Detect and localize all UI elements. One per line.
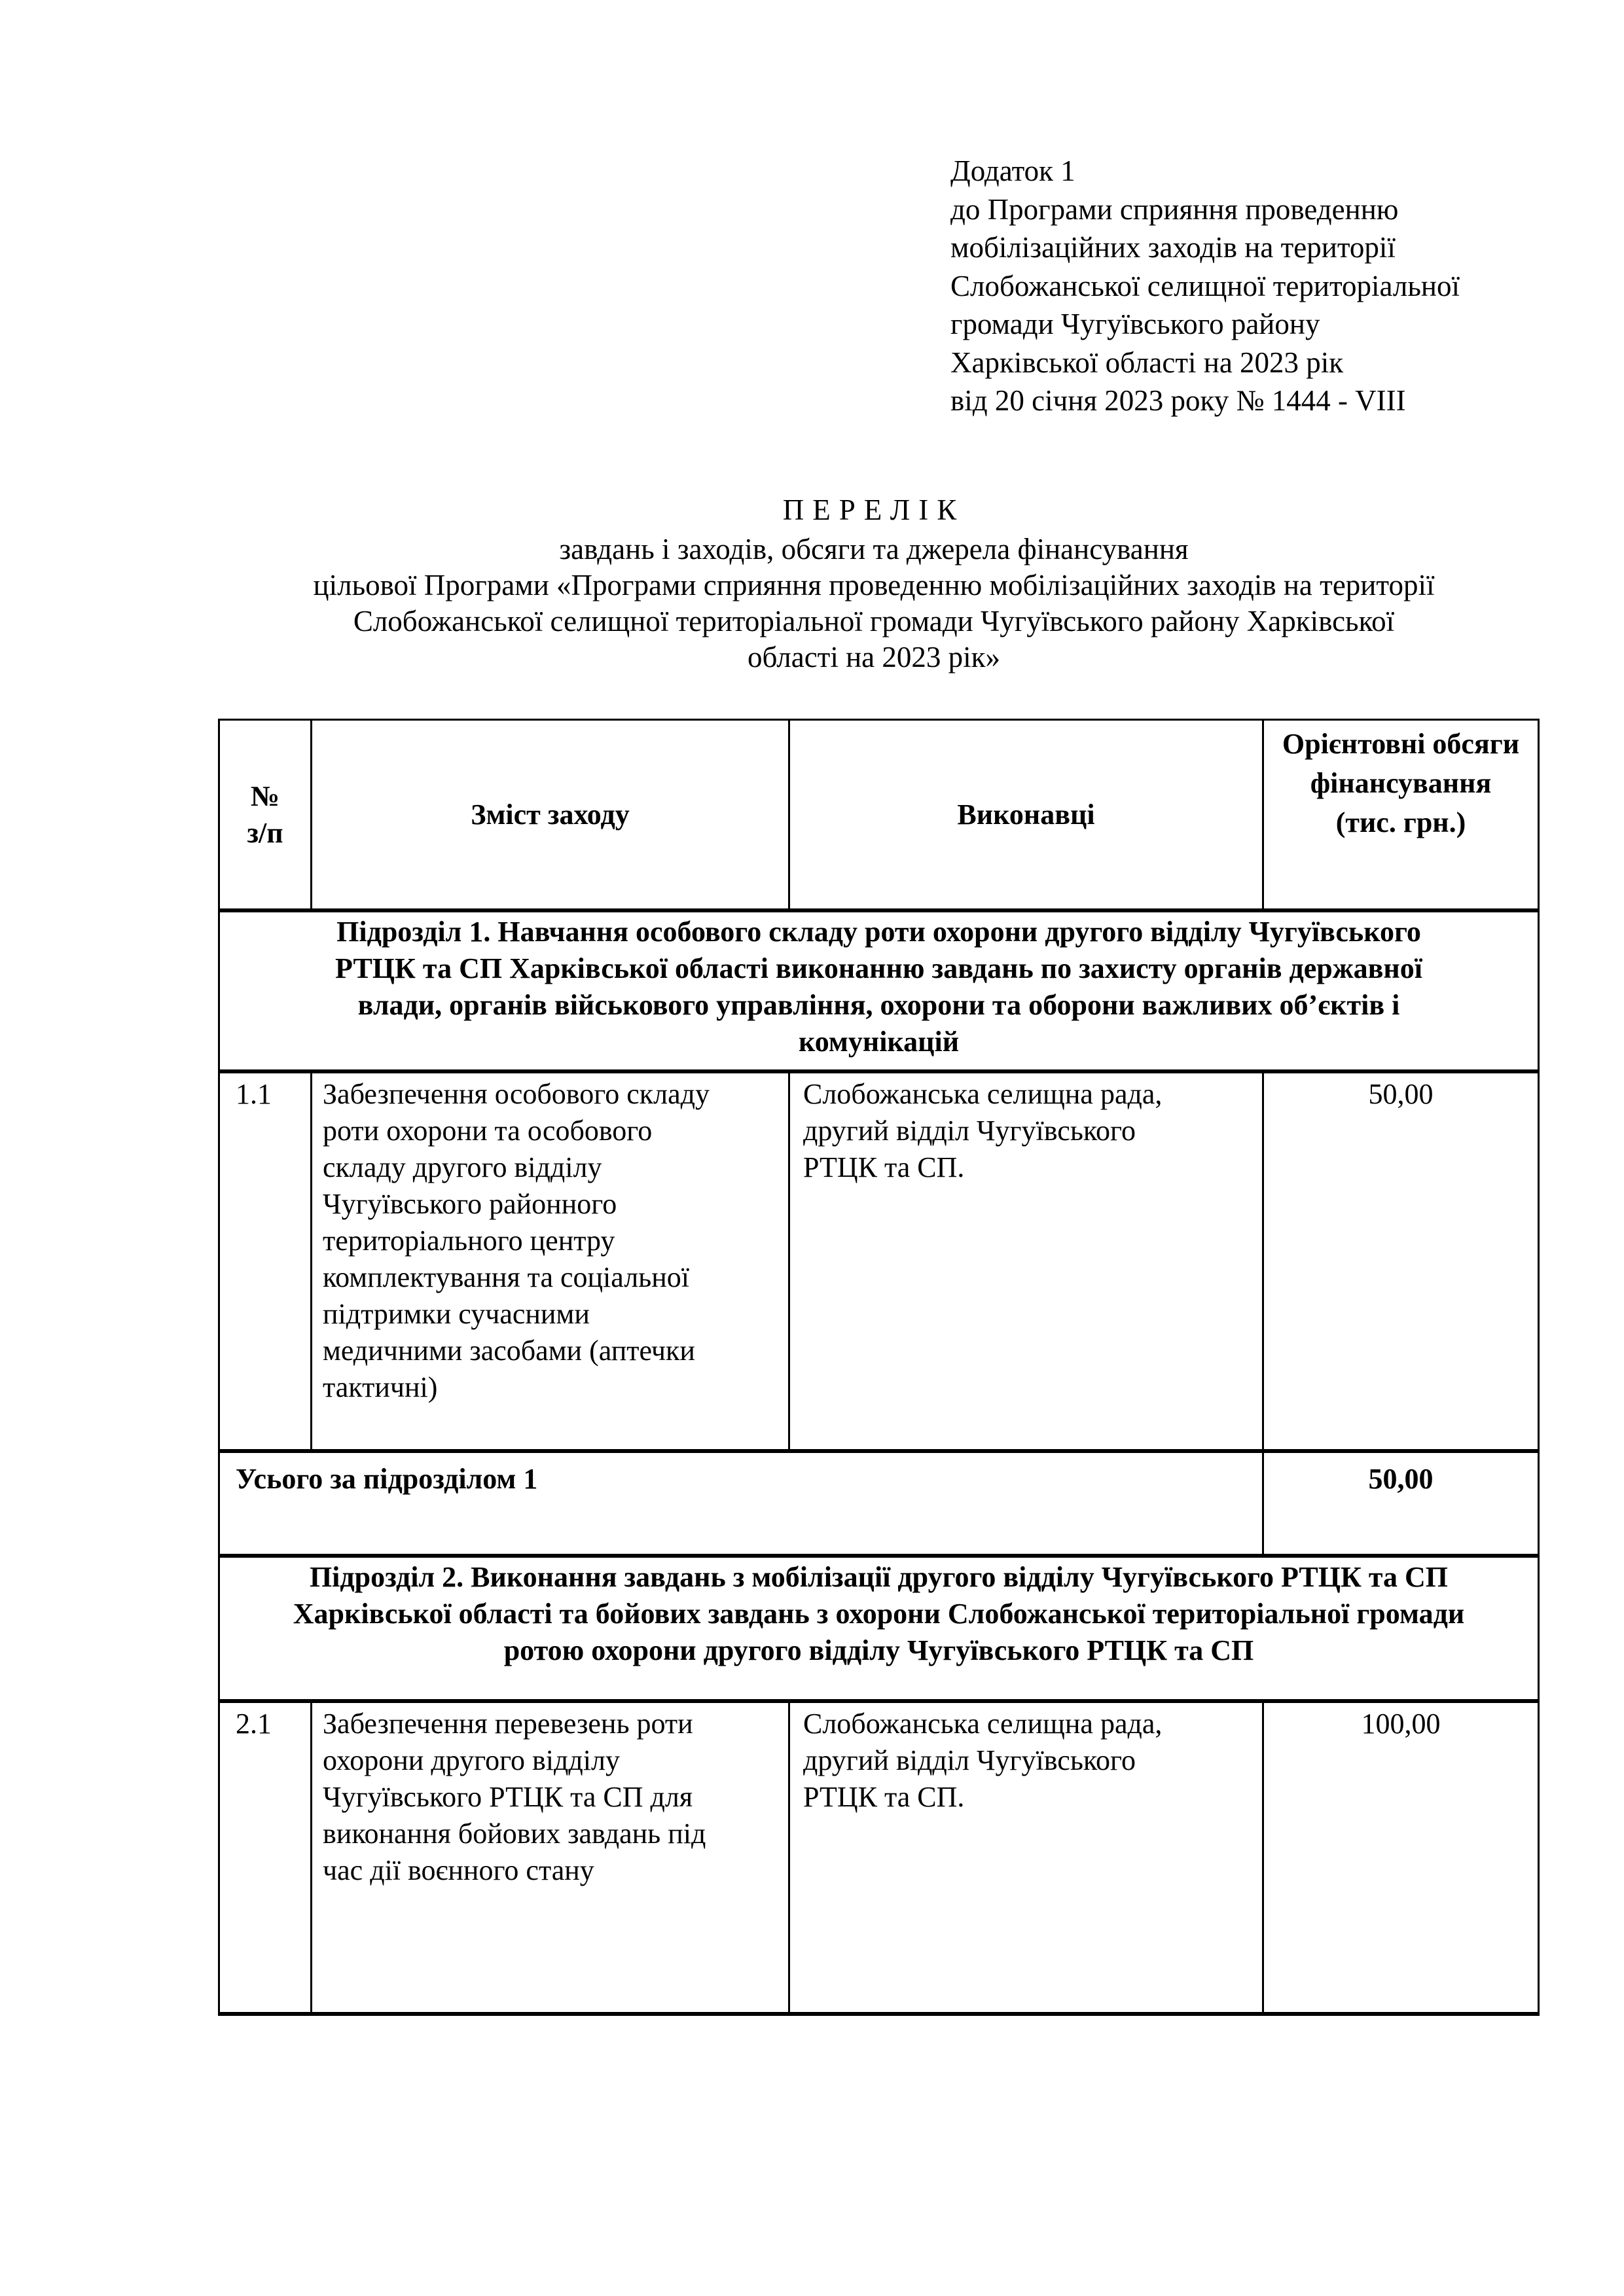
- item-executor-line: другий відділ Чугуївського: [803, 1744, 1136, 1776]
- table-row: [219, 1071, 1539, 1451]
- subsection-total-label: Усього за підрозділом 1: [219, 1451, 1263, 1556]
- item-executor-line: Слобожанська селищна рада,: [803, 1708, 1163, 1740]
- title-line: завдань і заходів, обсяги та джерела фінансування: [559, 533, 1189, 565]
- item-content-line: Чугуївського районного: [323, 1188, 617, 1220]
- item-content-line: медичними засобами (аптечки: [323, 1335, 695, 1367]
- appendix-line: Слобожанської селищної територіальної: [950, 269, 1460, 302]
- subsection-title: [219, 910, 1539, 1071]
- item-executor-line: РТЦК та СП.: [803, 1781, 965, 1813]
- measures-table: [218, 719, 1540, 2016]
- subsection-title-line: РТЦК та СП Харківської області виконанню завдань по захисту органів державної: [335, 952, 1422, 984]
- appendix-line: мобілізаційних заходів на території: [950, 231, 1396, 264]
- subsection-title: [219, 1556, 1539, 1701]
- item-content-line: час дії воєнного стану: [323, 1854, 594, 1886]
- table-row: [219, 1701, 1539, 2014]
- item-content-line: роти охорони та особового: [323, 1115, 653, 1147]
- item-content-line: складу другого відділу: [323, 1151, 602, 1183]
- item-amount: 100,00: [1263, 1701, 1539, 2014]
- title-line: цільової Програми «Програми сприяння проведенню мобілізаційних заходів на території: [313, 569, 1435, 601]
- subsection-title-line: Підрозділ 2. Виконання завдань з мобілізації другого відділу Чугуївського РТЦК та СП: [309, 1561, 1449, 1593]
- item-content-line: Забезпечення перевезень роти: [323, 1708, 693, 1740]
- subsection-total-row: [219, 1451, 1539, 1556]
- appendix-line: громади Чугуївського району: [950, 308, 1320, 340]
- title-heading: ПЕРЕЛІК: [782, 493, 965, 526]
- item-content-line: комплектування та соціальної: [323, 1261, 689, 1293]
- subsection-title-line: ротою охорони другого відділу Чугуївського РТЦК та СП: [503, 1634, 1254, 1666]
- header-amount-line: Орієнтовні обсяги: [1282, 728, 1520, 760]
- appendix-line: Харківської області на 2023 рік: [950, 346, 1344, 379]
- subsection-title-line: влади, органів військового управління, охорони та оборони важливих об’єктів і: [357, 989, 1400, 1021]
- header-num-line: з/п: [247, 816, 283, 849]
- subsection-title-line: Харківської області та бойових завдань з охорони Слобожанської територіальної громади: [293, 1598, 1465, 1630]
- subsection-row: [219, 910, 1539, 1071]
- header-amount: [1263, 720, 1539, 911]
- item-content-line: охорони другого відділу: [323, 1744, 620, 1776]
- header-content: Зміст заходу: [312, 720, 789, 911]
- appendix-line: до Програми сприяння проведенню: [950, 192, 1399, 226]
- title-line: області на 2023 рік»: [747, 641, 1000, 673]
- appendix-line: Додаток 1: [950, 154, 1075, 187]
- item-executors: [789, 1071, 1263, 1451]
- item-executor-line: РТЦК та СП.: [803, 1151, 965, 1183]
- item-content-line: підтримки сучасними: [323, 1298, 590, 1330]
- item-number: 2.1: [219, 1701, 312, 2014]
- document-title: [209, 492, 1538, 675]
- header-amount-line: фінансування: [1310, 767, 1492, 799]
- item-executors: [789, 1701, 1263, 2014]
- item-content-line: територіального центру: [323, 1225, 615, 1257]
- item-amount: 50,00: [1263, 1071, 1539, 1451]
- subsection-row: [219, 1556, 1539, 1701]
- item-content-line: Забезпечення особового складу: [323, 1078, 710, 1110]
- header-num-line: №: [250, 780, 280, 812]
- appendix-note: [950, 152, 1460, 420]
- table-header-row: [219, 720, 1539, 911]
- header-num: [219, 720, 312, 911]
- item-content: [312, 1701, 789, 2014]
- item-content-line: виконання бойових завдань під: [323, 1818, 706, 1850]
- item-content-line: тактичні): [323, 1371, 438, 1403]
- item-executor-line: другий відділ Чугуївського: [803, 1115, 1136, 1147]
- item-executor-line: Слобожанська селищна рада,: [803, 1078, 1163, 1110]
- header-executors: Виконавці: [789, 720, 1263, 911]
- appendix-line: від 20 січня 2023 року № 1444 - VIII: [950, 384, 1406, 417]
- item-content-line: Чугуївського РТЦК та СП для: [323, 1781, 693, 1813]
- item-content: [312, 1071, 789, 1451]
- header-amount-line: (тис. грн.): [1335, 806, 1466, 838]
- item-number: 1.1: [219, 1071, 312, 1451]
- subsection-total-amount: 50,00: [1263, 1451, 1539, 1556]
- subsection-title-line: Підрозділ 1. Навчання особового складу роти охорони другого відділу Чугуївського: [336, 916, 1421, 948]
- title-line: Слобожанської селищної територіальної громади Чугуївського району Харківської: [353, 605, 1395, 637]
- subsection-title-line: комунікацій: [798, 1026, 960, 1058]
